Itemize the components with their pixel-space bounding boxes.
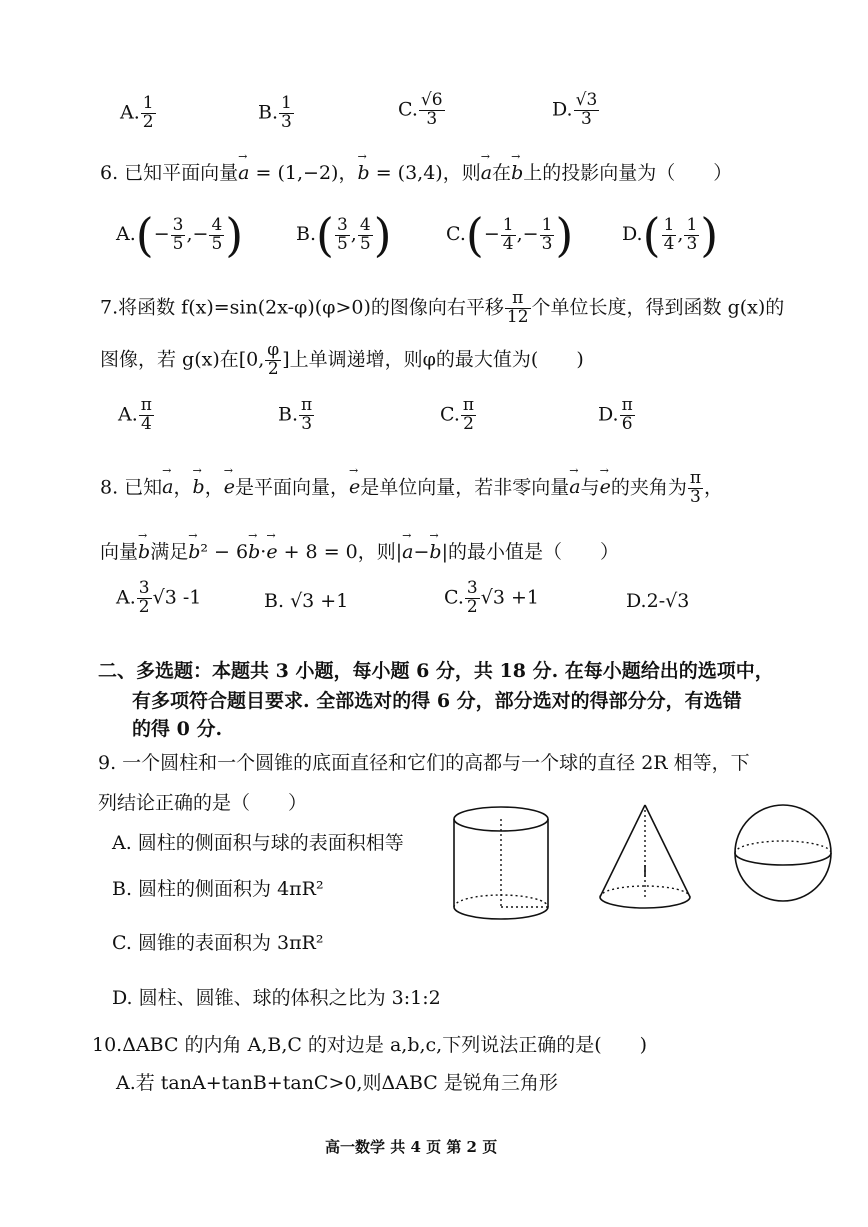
section2-line2: 有多项符合题目要求. 全部选对的得 6 分，部分选对的得部分分，有选错 — [132, 690, 742, 712]
q6-option-c: C.(− $\frac{1}{4}$ ,− $\frac{1}{3}$ ) — [446, 208, 574, 262]
q10-option-a: A.若 tanA+tanB+tanC>0,则ΔABC 是锐角三角形 — [116, 1072, 558, 1094]
q9-option-d: D. 圆柱、圆锥、球的体积之比为 3:1:2 — [112, 987, 441, 1009]
q5-option-b: B. $\frac{1}{3}$ — [258, 93, 292, 132]
cylinder-figure — [454, 807, 548, 919]
q6-option-d: D.( $\frac{1}{4}$ , $\frac{1}{3}$ ) — [622, 208, 719, 262]
q8-option-b: B. √3 +1 — [264, 590, 349, 612]
q8-option-c: C. $\frac{3}{2}$ √3 +1 — [444, 578, 539, 617]
q10-stem: 10.ΔABC 的内角 A,B,C 的对边是 a,b,c,下列说法正确的是( ) — [92, 1034, 648, 1056]
q9-option-c: C. 圆锥的表面积为 3πR² — [112, 932, 324, 954]
q9-stem-line1: 9. 一个圆柱和一个圆锥的底面直径和它们的高都与一个球的直径 2R 相等，下 — [98, 752, 750, 774]
q9-stem-line2: 列结论正确的是（ ） — [98, 792, 308, 814]
q8-option-a: A. $\frac{3}{2}$ √3 -1 — [116, 578, 202, 617]
q7-option-b: B. $\frac{\pi}{3}$ — [278, 395, 313, 434]
q9-option-b: B. 圆柱的侧面积为 4πR² — [112, 878, 324, 900]
q8-option-d: D.2-√3 — [626, 590, 690, 612]
q7-stem-line1: 7.将函数 f(x)=sin(2x-φ)(φ>0)的图像向右平移 $\frac{\pi}{12}$ 个单位长度，得到函数 g(x)的 — [100, 288, 785, 327]
cone-figure — [600, 805, 690, 908]
section2-line1: 二、多选题：本题共 3 小题，每小题 6 分，共 18 分. 在每小题给出的选项中， — [98, 660, 774, 682]
q7-stem-line2: 图像，若 g(x)在[0, $\frac{\varphi}{2}$ ]上单调递增，则φ的最大值为( ) — [100, 340, 584, 379]
q7-option-c: C. $\frac{\pi}{2}$ — [440, 395, 475, 434]
q9-figures — [445, 795, 850, 930]
sphere-figure — [735, 805, 831, 901]
q6-option-a: A.(− $\frac{3}{5}$ ,− $\frac{4}{5}$ ) — [116, 208, 244, 262]
q5-option-a: A. $\frac{1}{2}$ — [120, 93, 154, 132]
q5-option-c: C. $\frac{√6}{3}$ — [398, 90, 443, 129]
q6-option-b: B.( $\frac{3}{5}$ , $\frac{4}{5}$ ) — [296, 208, 392, 262]
q5-option-d: D. $\frac{√3}{3}$ — [552, 90, 598, 129]
q8-stem-line2: 向量→ b满足→ b² − 6→ b·→ e + 8 = 0，则|→ a−→ b|的最小值是（ ） — [100, 537, 619, 564]
q7-option-a: A. $\frac{\pi}{4}$ — [118, 395, 152, 434]
q6-stem: 6. 已知平面向量→ a = (1,−2)，→ b = (3,4)，则→ a在→ b上的投影向量为（ ） — [100, 158, 732, 185]
q9-option-a: A. 圆柱的侧面积与球的表面积相等 — [112, 832, 404, 854]
page-footer: 高一数学 共 4 页 第 2 页 — [325, 1138, 498, 1156]
q7-option-d: D. $\frac{\pi}{6}$ — [598, 395, 633, 434]
section2-line3: 的得 0 分. — [132, 718, 223, 740]
q8-stem-line1: 8. 已知→ a，→ b，→ e是平面向量，→ e是单位向量，若非零向量→ a与→ e的夹角为 $\frac{\pi}{3}$ ， — [100, 470, 723, 507]
